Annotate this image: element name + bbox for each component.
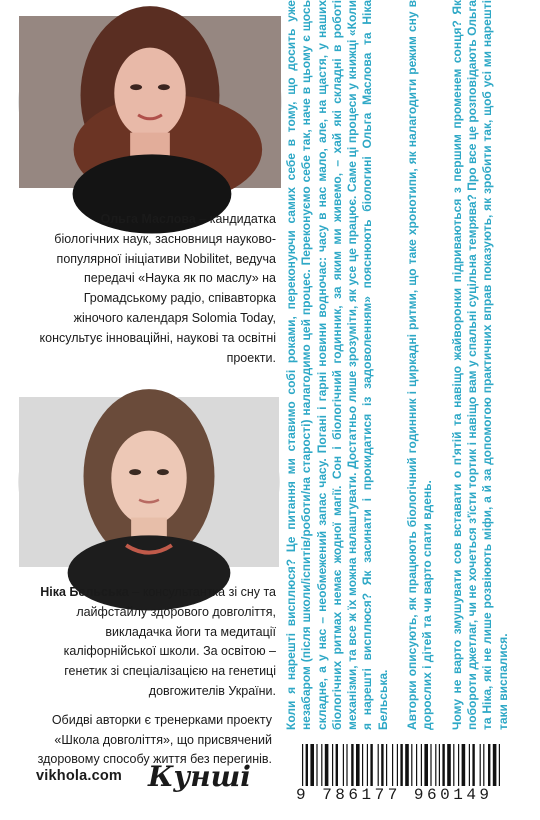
- barcode-bar: [488, 744, 490, 788]
- bio1-text: – кандидатка біологічних наук, засновниця науково-популярної ініціативи Nobilitet, ведуча передачі «Наука як по маслу» на Громадському радіо, співавторка жіночого календаря Solomia Today, консультує інноваційні, наукові та освітні проекти.: [39, 212, 276, 365]
- barcode-bar: [411, 744, 412, 788]
- authors-note: Обидві авторки є тренерками проекту «Школа довголіття», що присвячений здоровому способу життя без перегинів.: [37, 713, 272, 766]
- barcode-bar: [362, 744, 363, 788]
- barcode-bar: [462, 744, 466, 788]
- barcode-bar: [343, 744, 344, 788]
- bio-nika-belska: [36, 583, 276, 702]
- watermark-text: yakaboo: [495, 797, 540, 809]
- barcode-bar: [367, 744, 368, 788]
- barcode-bar: [493, 744, 497, 788]
- barcode-bar: [336, 744, 338, 788]
- barcode-bar: [370, 744, 372, 788]
- barcode-bar: [435, 744, 436, 788]
- barcode-bar: [430, 744, 431, 788]
- barcode-bar: [421, 744, 422, 788]
- bio1-name: Ольга Маслова: [100, 212, 196, 226]
- barcode-bar: [469, 744, 470, 788]
- blurb-paragraph-3: Чому не варто змушувати сов вставати о п'ятій та навіщо жайворонки підриваються з першим променем сонця? Як побороти джетлаг, чи не хочеться з'їсти тортик і навіщо вам у спальні суцільна темрява? Про все це розповідають Ольга та Ніка, які не лише розвіюють міфи, а й за допомогою практичних вправ показують, як зробити так, щоб усі ми нарешті таки виспалися.: [449, 0, 510, 730]
- barcode-bar: [480, 744, 481, 788]
- barcode-bar: [472, 744, 474, 788]
- barcode-bar: [306, 744, 308, 788]
- bio2-name: Ніка Бельська: [40, 585, 129, 599]
- bio-olha-maslova: [36, 210, 276, 368]
- barcode-bar: [439, 744, 440, 788]
- author-photo-olha-maslova: [18, 15, 282, 189]
- publisher-website: vikhola.com: [36, 768, 123, 784]
- author-photo-nika-belska: [18, 396, 280, 568]
- barcode-bar: [447, 744, 451, 788]
- barcode-bar: [386, 744, 387, 788]
- barcode-bar: [483, 744, 484, 788]
- logo-text: Кунші: [148, 760, 251, 793]
- publisher-logo: [146, 758, 264, 794]
- isbn-digits: 9 786177 960149: [294, 786, 510, 804]
- barcode-bar: [378, 744, 379, 788]
- barcode-bar: [310, 744, 314, 788]
- barcode-bar: [424, 744, 428, 788]
- barcode-bar: [316, 744, 317, 788]
- barcode-bar: [499, 744, 500, 788]
- barcode-bar: [416, 744, 417, 788]
- barcode-bar: [458, 744, 459, 788]
- barcode-bar: [400, 744, 402, 788]
- barcode-bar: [381, 744, 383, 788]
- barcode-bar: [346, 744, 347, 788]
- barcode-bar: [351, 744, 353, 788]
- barcode-bar: [325, 744, 329, 788]
- barcode-bar: [356, 744, 360, 788]
- bio2-text: – консультантка зі сну та лайфстайлу здорового довголіття, викладачка йоги та медитації каліфорнійської школи. За освітою – генетик зі спеціалізацією на генетиці довгожителів України.: [63, 585, 276, 698]
- barcode-bar: [332, 744, 333, 788]
- isbn-barcode: [294, 744, 510, 820]
- barcode-bar: [397, 744, 398, 788]
- barcode-bar: [453, 744, 454, 788]
- barcode-bar: [302, 744, 303, 788]
- back-cover-blurb: [284, 0, 510, 730]
- blurb-paragraph-1: Коли я нарешті висплюся? Це питання ми ставимо собі роками, переконуючи самих себе в тому, що досить уже незабаром (після школи/іспитів/роботи/на старості) налагодимо цей процес. Переконуємо себе так, наче в цьому є щось складне, а у нас – необмежений запас часу. Погані і гарні новини водночас: часу в нас мало, але, на щастя, у наших біологічних ритмах немає жодної магії. Сон і біологічний годинник, за яким ми живемо, – хай які складні в роботі механізми, та все ж їх можна налаштувати. Достатньо лише зрозуміти, як усе це працює. Саме ці процеси у книжці «Коли я нарешті висплюся? Як засинати і прокидатися із задоволенням» пояснюють біологині Ольга Маслова та Ніка Бельська.: [284, 0, 390, 730]
- barcode-bar: [442, 744, 444, 788]
- barcode-bar: [405, 744, 409, 788]
- barcode-bar: [392, 744, 393, 788]
- blurb-paragraph-2: Авторки описують, як працюють біологічний годинник і циркадні ритми, що таке хронотипи, як налагодити режим сну в дорослих і дітей та чи варто спати вдень.: [405, 0, 435, 730]
- barcode-bar: [321, 744, 322, 788]
